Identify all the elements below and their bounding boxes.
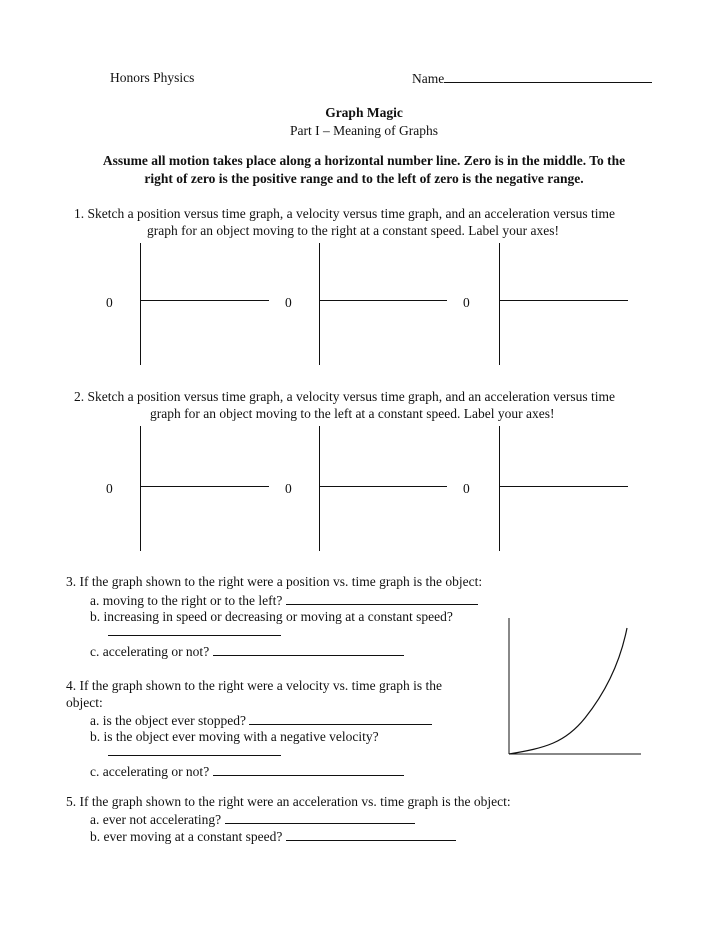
zero-label: 0 [285,481,292,496]
y-axis [319,426,320,551]
y-axis [140,243,141,365]
q4-b-answer-blank[interactable] [108,744,281,756]
zero-label: 0 [463,481,470,496]
zero-label: 0 [463,295,470,310]
q5-a-answer-blank[interactable] [225,812,415,824]
q4-stem-line-2: object: [66,695,103,710]
q4-b-answer-line[interactable] [108,744,281,759]
q5-b-answer-blank[interactable] [286,829,456,841]
q5-part-b [90,829,456,844]
q3-part-c [90,644,404,659]
name-field[interactable] [412,71,652,86]
q4-a-answer-blank[interactable] [249,713,432,725]
x-axis [499,486,628,487]
y-axis [499,426,500,551]
course-name: Honors Physics [110,70,195,85]
q4-c-answer-blank[interactable] [213,764,404,776]
y-axis [319,243,320,365]
q5-part-a-text: a. ever not accelerating? [90,812,222,827]
q3-c-answer-blank[interactable] [213,644,404,656]
q3-part-a [90,593,478,608]
q3-a-answer-blank[interactable] [286,593,478,605]
zero-label: 0 [106,295,113,310]
q1-prompt-line-1: 1. Sketch a position versus time graph, a velocity versus time graph, and an acceleration versus time [74,206,615,221]
y-axis [499,243,500,365]
q1-prompt-line-2: graph for an object moving to the right at a constant speed. Label your axes! [147,223,559,238]
x-axis [140,486,269,487]
zero-label: 0 [285,295,292,310]
x-axis [140,300,269,301]
x-axis [319,300,447,301]
curve [509,628,627,754]
q3-part-a-text: a. moving to the right or to the left? [90,593,283,608]
q2-prompt-line-1: 2. Sketch a position versus time graph, a velocity versus time graph, and an acceleration versus time [74,389,615,404]
q3-stem: 3. If the graph shown to the right were a position vs. time graph is the object: [66,574,483,589]
reference-curve-graph [505,618,645,758]
q3-b-answer-blank[interactable] [108,624,281,636]
x-axis [499,300,628,301]
q2-prompt-line-2: graph for an object moving to the left at a constant speed. Label your axes! [150,406,555,421]
name-blank[interactable] [444,71,652,83]
q5-stem: 5. If the graph shown to the right were an acceleration vs. time graph is the object: [66,794,511,809]
q3-part-c-text: c. accelerating or not? [90,644,210,659]
x-axis [319,486,447,487]
q4-stem-line-1: 4. If the graph shown to the right were a velocity vs. time graph is the [66,678,443,693]
q3-b-answer-line[interactable] [108,624,281,639]
q4-part-c-text: c. accelerating or not? [90,764,210,779]
zero-label: 0 [106,481,113,496]
q4-part-b-text: b. is the object ever moving with a negative velocity? [90,729,379,744]
q4-part-a-text: a. is the object ever stopped? [90,713,246,728]
intro-line-2: right of zero is the positive range and to the left of zero is the negative range. [144,171,584,186]
intro-line-1: Assume all motion takes place along a horizontal number line. Zero is in the middle. To the [102,153,626,168]
q5-part-a [90,812,415,827]
page-title: Graph Magic [325,105,403,120]
name-label: Name [412,71,445,86]
q5-part-b-text: b. ever moving at a constant speed? [90,829,283,844]
q3-part-b-text: b. increasing in speed or decreasing or moving at a constant speed? [90,609,453,624]
q4-part-a [90,713,432,728]
q4-part-c [90,764,404,779]
y-axis [140,426,141,551]
page-subtitle: Part I – Meaning of Graphs [289,123,439,138]
